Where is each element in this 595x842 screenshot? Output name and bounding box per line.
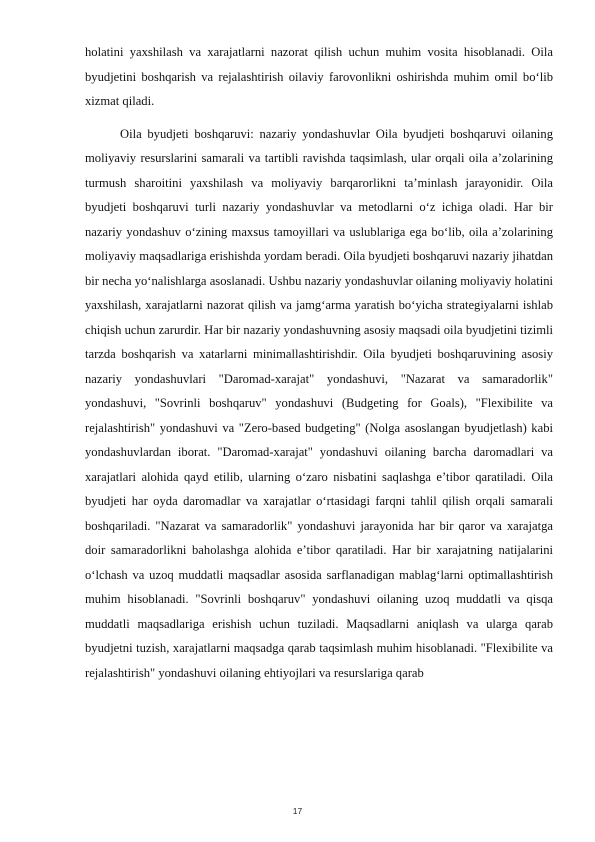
paragraph-budget-management: Oila byudjeti boshqaruvi: nazariy yondashuvlar Oila byudjeti boshqaruvi oilaning moliyaviy resurslarini samarali va tartibli ravishda taqsimlash, ular orqali oila a’zolarining turmush sharoitini yaxshilash va moliyaviy barqarorlikni ta’minlash jarayonidir. Oila byudjeti boshqaruvi turli nazariy yondashuvlar va metodlarni o‘z ichiga oladi. Har bir nazariy yondashuv o‘zining maxsus tamoyillari va uslublariga ega bo‘lib, oila a’zolarining moliyaviy maqsadlariga erishishda yordam beradi. Oila byudjeti boshqaruvi nazariy jihatdan bir necha yo‘nalishlarga asoslanadi. Ushbu nazariy yondashuvlar oilaning moliyaviy holatini yaxshilash, xarajatlarni nazorat qilish va jamg‘arma yaratish bo‘yicha strategiyalarni ishlab chiqish uchun zarurdir. Har bir nazariy yondashuvning asosiy maqsadi oila byudjetini tizimli tarzda boshqarish va xatarlarni minimallashtirishdir. Oila byudjeti boshqaruvining asosiy nazariy yondashuvlari "Daromad-xarajat" yondashuvi, "Nazarat va samaradorlik" yondashuvi, "Sovrinli boshqaruv" yondashuvi (Budgeting for Goals), "Flexibilite va rejalashtirish" yondashuvi va "Zero-based budgeting" (Nolga asoslangan byudjetlash) kabi yondashuvlardan iborat. "Daromad-xarajat" yondashuvi oilaning barcha daromadlari va xarajatlari alohida qayd etilib, ularning o‘zaro nisbatini saqlashga e’tibor qaratiladi. Oila byudjeti har oyda daromadlar va xarajatlar o‘rtasidagi farqni tahlil qilish orqali samarali boshqariladi. "Nazarat va samaradorlik" yondashuvi jarayonida har bir qaror va xarajatga doir samaradorlikni baholashga alohida e’tibor qaratiladi. Har bir xarajatning natijalarini o‘lchash va uzoq muddatli maqsadlar asosida sarflanadigan mablag‘larni optimallashtirish muhim hisoblanadi. "Sovrinli boshqaruv" yondashuvi oilaning uzoq muddatli va qisqa muddatli maqsadlariga erishish uchun tuziladi. Maqsadlarni aniqlash va ularga qarab byudjetni tuzish, xarajatlarni maqsadga qarab taqsimlash muhim hisoblanadi. "Flexibilite va rejalashtirish" yondashuvi oilaning ehtiyojlari va resurslariga qarab bbox=[85, 126, 553, 680]
page-number: 17 bbox=[292, 806, 303, 816]
paragraph-continuation: holatini yaxshilash va xarajatlarni nazorat qilish uchun muhim vosita hisoblanadi. Oila byudjetini boshqarish va rejalashtirish oilaviy farovonlikni oshirishda muhim omil bo‘lib xizmat qiladi. bbox=[85, 45, 553, 108]
body-text bbox=[85, 40, 553, 685]
